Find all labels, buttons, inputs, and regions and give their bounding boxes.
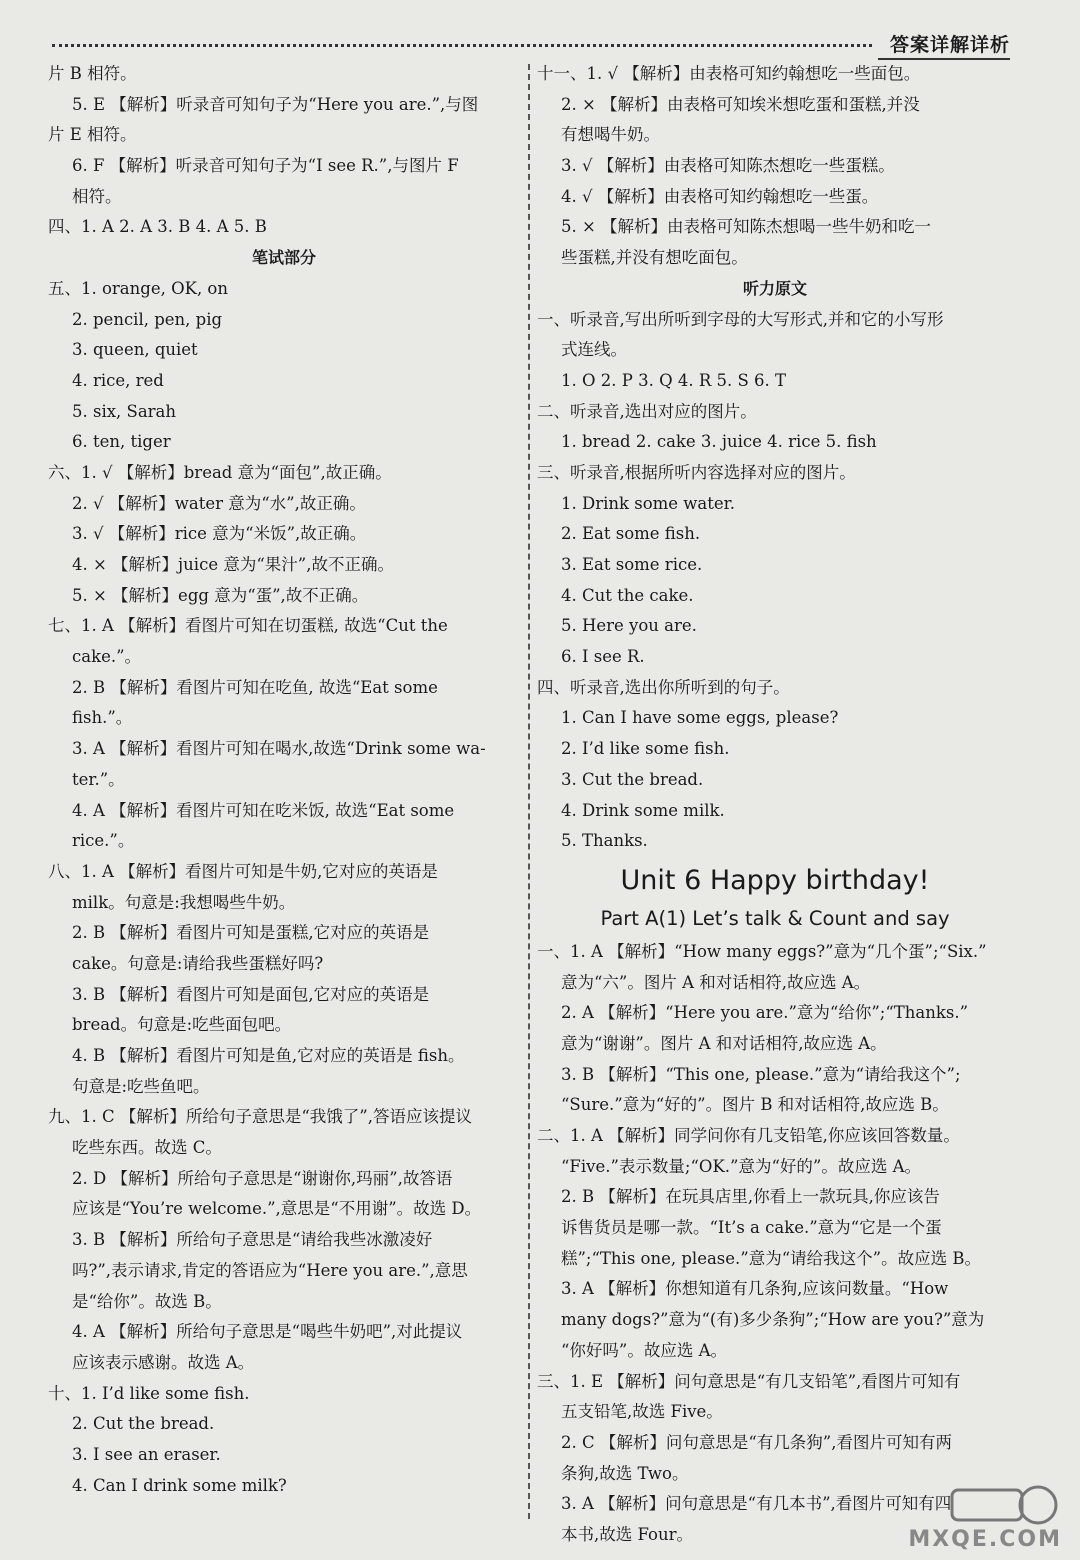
right-bottom-line: 3. A 【解析】问句意思是“有几本书”,看图片可知有四 (561, 1494, 952, 1514)
right-top-line: 十一、1. √ 【解析】由表格可知约翰想吃一些面包。 (537, 64, 921, 83)
part-title: Part A(1) Let’s talk & Count and say (600, 906, 950, 930)
left-line: 3. √ 【解析】rice 意为“米饭”,故正确。 (72, 524, 367, 544)
left-line: 4. A 【解析】所给句子意思是“喝些牛奶吧”,对此提议 (72, 1322, 463, 1342)
right-bottom-line: “Sure.”意为“好的”。图片 B 和对话相符,故应选 B。 (561, 1095, 949, 1115)
left-line: fish.”。 (72, 708, 133, 728)
right-top-line: 1. Can I have some eggs, please? (561, 708, 839, 728)
left-section-heading: 笔试部分 (251, 248, 316, 268)
left-line: 3. queen, quiet (72, 340, 198, 360)
right-bottom-line: 本书,故选 Four。 (561, 1524, 693, 1544)
left-line: 3. I see an eraser. (72, 1444, 221, 1464)
right-bottom-line: 2. C 【解析】问句意思是“有几条狗”,看图片可知有两 (561, 1432, 952, 1452)
right-bottom-line: “Five.”表示数量;“OK.”意为“好的”。故应选 A。 (561, 1156, 921, 1176)
left-line: cake。句意是:请给我些蛋糕好吗? (72, 953, 324, 973)
right-top-section-heading: 听力原文 (742, 278, 807, 298)
left-line: 七、1. A 【解析】看图片可知在切蛋糕, 故选“Cut the (48, 616, 448, 636)
left-line: 3. B 【解析】所给句子意思是“请给我些冰激凌好 (72, 1230, 433, 1250)
left-line: rice.”。 (72, 831, 135, 851)
right-top-line: 二、听录音,选出对应的图片。 (537, 401, 757, 421)
right-top-line: 三、听录音,根据所听内容选择对应的图片。 (537, 462, 856, 482)
right-top-line: 3. √ 【解析】由表格可知陈杰想吃一些蛋糕。 (561, 156, 895, 176)
left-line: 十、1. I’d like some fish. (48, 1383, 250, 1403)
right-top-line: 5. Here you are. (561, 616, 697, 636)
left-line: 3. A 【解析】看图片可知在喝水,故选“Drink some wa- (72, 739, 486, 759)
left-line: 五、1. orange, OK, on (48, 278, 228, 298)
left-line: 4. × 【解析】juice 意为“果汁”,故不正确。 (72, 555, 394, 574)
right-top-line: 4. √ 【解析】由表格可知约翰想吃一些蛋。 (561, 186, 879, 206)
left-line: 2. √ 【解析】water 意为“水”,故正确。 (72, 493, 366, 513)
left-line: 5. × 【解析】egg 意为“蛋”,故不正确。 (72, 585, 369, 605)
column-divider (528, 64, 530, 1519)
right-bottom-line: 意为“谢谢”。图片 A 和对话相符,故应选 A。 (561, 1033, 887, 1053)
watermark-logo (892, 1482, 1062, 1552)
left-line: 应该是“You’re welcome.”,意思是“不用谢”。故选 D。 (72, 1199, 482, 1219)
left-line: bread。句意是:吃些面包吧。 (72, 1015, 292, 1035)
left-line: 六、1. √ 【解析】bread 意为“面包”,故正确。 (48, 462, 392, 482)
left-line: 相符。 (72, 186, 122, 206)
left-line: 2. B 【解析】看图片可知在吃鱼, 故选“Eat some (72, 677, 438, 697)
left-line: cake.”。 (72, 647, 142, 667)
right-top-line: 1. bread 2. cake 3. juice 4. rice 5. fish (561, 432, 877, 452)
left-line: 6. ten, tiger (72, 432, 171, 452)
left-line: milk。句意是:我想喝些牛奶。 (72, 892, 296, 912)
right-top-line: 5. × 【解析】由表格可知陈杰想喝一些牛奶和吃一 (561, 217, 932, 237)
right-bottom-line: 糕”;“This one, please.”意为“请给我这个”。故应选 B。 (561, 1248, 981, 1268)
left-line: 吗?”,表示请求,肯定的答语应为“Here you are.”,意思 (72, 1260, 468, 1280)
left-line: 八、1. A 【解析】看图片可知是牛奶,它对应的英语是 (48, 861, 438, 881)
left-line: 5. six, Sarah (72, 401, 177, 421)
right-bottom-line: 二、1. A 【解析】同学问你有几支铅笔,你应该回答数量。 (537, 1126, 960, 1145)
right-top-line: 6. I see R. (561, 647, 645, 667)
right-bottom-line: 意为“六”。图片 A 和对话相符,故应选 A。 (561, 972, 871, 992)
left-column (48, 59, 520, 1501)
left-line: 6. F 【解析】听录音可知句子为“I see R.”,与图片 F (72, 156, 459, 176)
right-bottom-line: 三、1. E 【解析】问句意思是“有几支铅笔”,看图片可知有 (537, 1371, 961, 1391)
left-line: 5. E 【解析】听录音可知句子为“Here you are.”,与图 (72, 94, 479, 114)
right-top-line: 四、听录音,选出你所听到的句子。 (537, 677, 790, 697)
right-top-line: 2. Eat some fish. (561, 524, 701, 544)
right-bottom-line: 诉售货员是哪一款。“It’s a cake.”意为“它是一个蛋 (561, 1218, 942, 1238)
left-line: 是“给你”。故选 B。 (72, 1291, 222, 1311)
right-bottom-line: 3. A 【解析】你想知道有几条狗,应该问数量。“How (561, 1279, 949, 1299)
right-bottom-line: 一、1. A 【解析】“How many eggs?”意为“几个蛋”;“Six.” (537, 941, 987, 961)
right-top-line: 1. Drink some water. (561, 493, 735, 513)
right-column-top (537, 59, 1013, 857)
left-line: 片 B 相符。 (48, 64, 137, 83)
right-bottom-line: “你好吗”。故应选 A。 (561, 1340, 728, 1360)
right-top-line: 3. Eat some rice. (561, 555, 703, 574)
left-line: 3. B 【解析】看图片可知是面包,它对应的英语是 (72, 984, 430, 1004)
left-line: 2. Cut the bread. (72, 1414, 215, 1434)
right-bottom-line: 条狗,故选 Two。 (561, 1463, 689, 1483)
left-line: 2. D 【解析】所给句子意思是“谢谢你,玛丽”,故答语 (72, 1168, 453, 1188)
right-top-line: 有想喝牛奶。 (561, 125, 660, 145)
header-dotted-rule (52, 44, 872, 47)
right-bottom-line: 2. A 【解析】“Here you are.”意为“给你”;“Thanks.” (561, 1003, 969, 1023)
right-top-line: 3. Cut the bread. (561, 769, 704, 789)
right-top-line: 2. × 【解析】由表格可知埃米想吃蛋和蛋糕,并没 (561, 94, 920, 114)
left-line: 四、1. A 2. A 3. B 4. A 5. B (48, 217, 267, 237)
left-line: 句意是:吃些鱼吧。 (72, 1076, 210, 1096)
watermark-text: MXQE.COM (908, 1527, 1062, 1552)
left-line: ter.”。 (72, 769, 125, 789)
left-line: 4. Can I drink some milk? (72, 1475, 287, 1495)
right-top-line: 2. I’d like some fish. (561, 739, 730, 759)
right-column (537, 59, 1013, 1551)
right-bottom-line: many dogs?”意为“(有)多少条狗”;“How are you?”意为 (561, 1310, 985, 1330)
left-line: 应该表示感谢。故选 A。 (72, 1352, 255, 1372)
left-line: 2. pencil, pen, pig (72, 309, 223, 329)
left-line: 片 E 相符。 (48, 125, 137, 145)
right-top-line: 一、听录音,写出所听到字母的大写形式,并和它的小写形 (537, 309, 944, 329)
left-line: 4. A 【解析】看图片可知在吃米饭, 故选“Eat some (72, 800, 455, 820)
unit-title: Unit 6 Happy birthday! (620, 864, 930, 896)
right-top-line: 些蛋糕,并没有想吃面包。 (561, 248, 748, 268)
right-column-bottom (537, 937, 1013, 1551)
right-top-line: 式连线。 (561, 340, 627, 360)
watermark-badge-icon (948, 1482, 1058, 1528)
right-bottom-line: 2. B 【解析】在玩具店里,你看上一款玩具,你应该告 (561, 1187, 940, 1207)
header-title: 答案详解详析 (889, 34, 1010, 56)
right-top-line: 4. Cut the cake. (561, 585, 694, 605)
left-line: 吃些东西。故选 C。 (72, 1138, 222, 1158)
left-line: 2. B 【解析】看图片可知是蛋糕,它对应的英语是 (72, 923, 430, 943)
left-line: 九、1. C 【解析】所给句子意思是“我饿了”,答语应该提议 (48, 1107, 472, 1127)
right-top-line: 5. Thanks. (561, 831, 648, 851)
right-top-line: 1. O 2. P 3. Q 4. R 5. S 6. T (561, 370, 787, 390)
left-line: 4. rice, red (72, 370, 164, 390)
right-bottom-line: 五支铅笔,故选 Five。 (561, 1402, 723, 1422)
right-bottom-line: 3. B 【解析】“This one, please.”意为“请给我这个”; (561, 1064, 961, 1084)
left-line: 4. B 【解析】看图片可知是鱼,它对应的英语是 fish。 (72, 1046, 465, 1065)
right-top-line: 4. Drink some milk. (561, 800, 725, 820)
